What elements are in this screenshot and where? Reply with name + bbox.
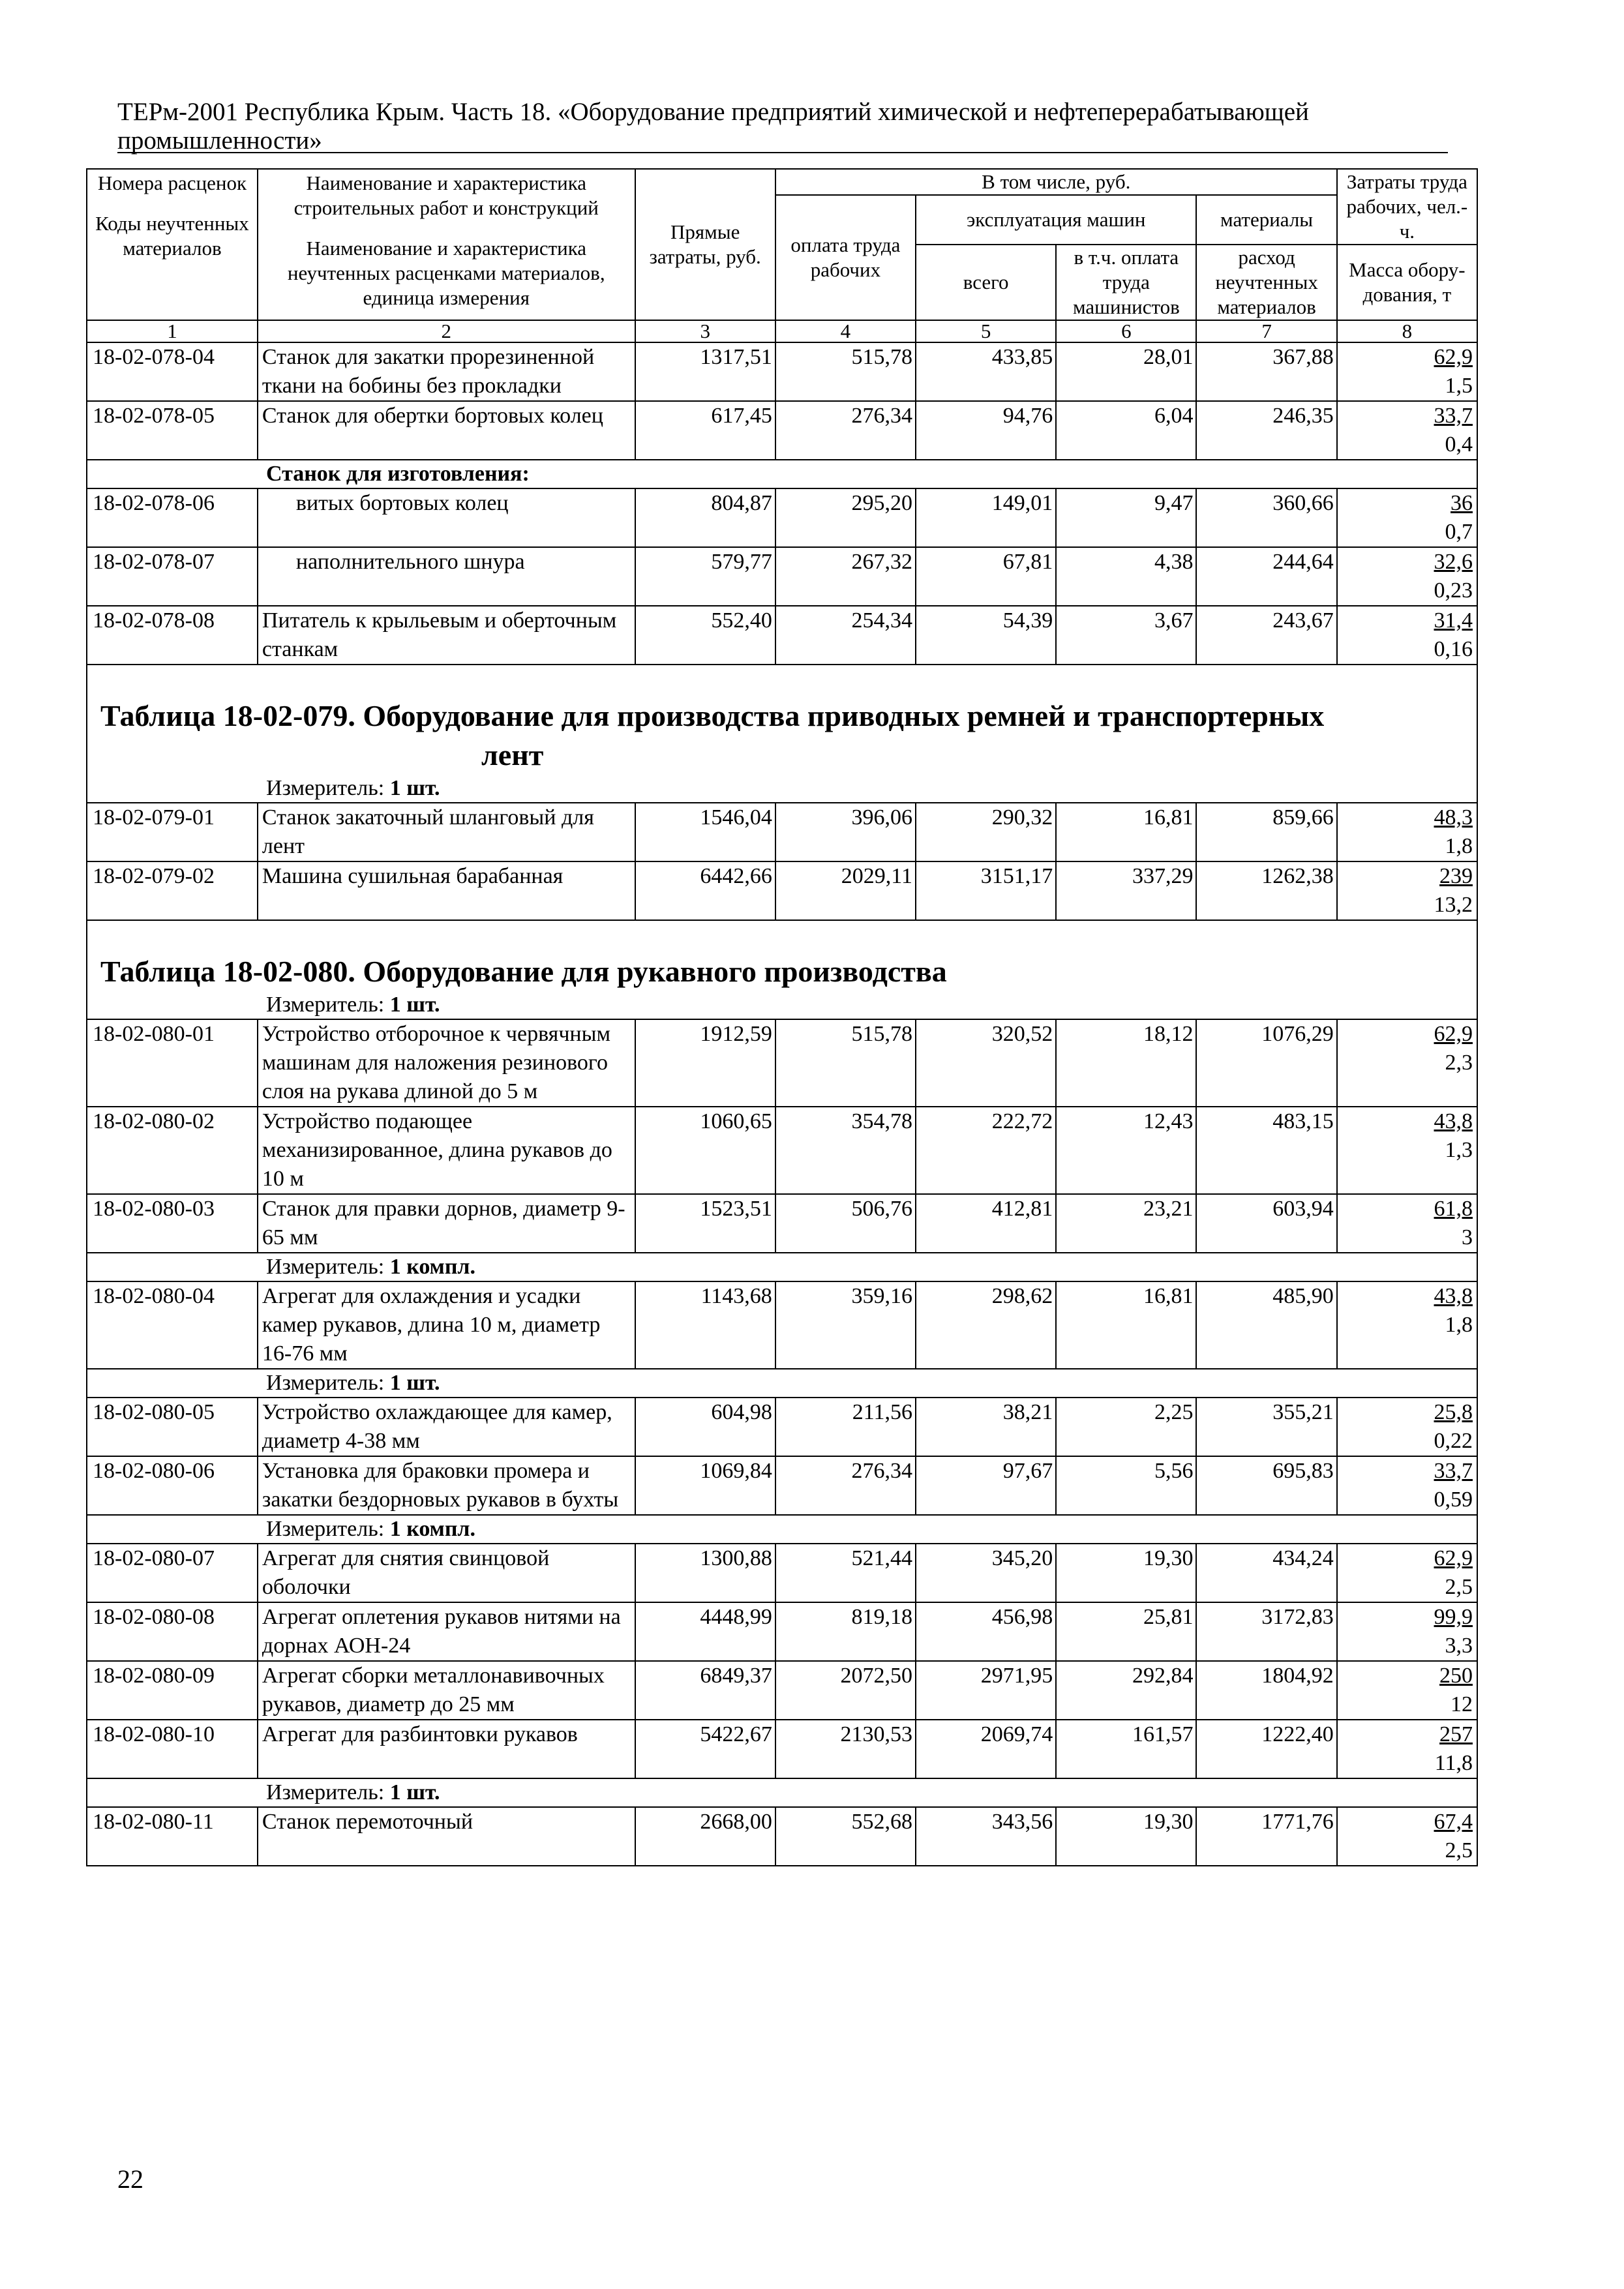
work-name: Агрегат для разбинтовки рукавов <box>258 1720 635 1778</box>
direct-costs: 2668,00 <box>635 1807 775 1866</box>
work-name: Устройство подающее механизированное, длина рукавов до 10 м <box>258 1107 635 1194</box>
section-080d <box>87 1544 1477 1778</box>
machine-costs: 433,85 <box>916 342 1056 401</box>
labor-mass-cell <box>1337 401 1477 460</box>
material-costs: 1076,29 <box>1196 1019 1336 1107</box>
measure-unit: 1 шт. <box>389 1371 440 1395</box>
machine-costs: 320,52 <box>916 1019 1056 1107</box>
direct-costs: 1912,59 <box>635 1019 775 1107</box>
section-080a <box>87 1019 1477 1253</box>
worker-wages: 254,34 <box>775 606 916 665</box>
col1-top: Номера расценок <box>97 172 247 194</box>
equipment-mass: 12 <box>1451 1692 1473 1716</box>
machine-costs: 456,98 <box>916 1602 1056 1661</box>
col3-header: Прямые затраты, руб. <box>635 169 775 320</box>
labor-costs: 99,9 <box>1434 1605 1473 1629</box>
header-line-1: ТЕРм-2001 Республика Крым. Часть 18. «Оборудование предприятий химической и нефтеперерабатывающей <box>117 98 1309 126</box>
section-078b <box>87 488 1477 606</box>
worker-wages: 2130,53 <box>775 1720 916 1778</box>
col7-header: расход неучтенных материалов <box>1196 245 1336 320</box>
col-number: 6 <box>1056 320 1196 342</box>
material-costs: 1222,40 <box>1196 1720 1336 1778</box>
machine-costs: 97,67 <box>916 1456 1056 1515</box>
measure <box>87 1778 1477 1807</box>
measure <box>87 991 1477 1019</box>
direct-costs: 804,87 <box>635 488 775 547</box>
col-number: 3 <box>635 320 775 342</box>
direct-costs: 4448,99 <box>635 1602 775 1661</box>
labor-mass-cell <box>1337 1602 1477 1661</box>
work-name: Станок перемоточный <box>258 1807 635 1866</box>
table-row <box>87 861 1477 920</box>
machine-costs: 298,62 <box>916 1281 1056 1369</box>
rate-code: 18-02-080-06 <box>87 1456 258 1515</box>
machine-costs: 67,81 <box>916 547 1056 606</box>
machine-costs: 290,32 <box>916 803 1056 861</box>
measure <box>87 1253 1477 1281</box>
table-row <box>87 1807 1477 1866</box>
equipment-mass: 11,8 <box>1434 1751 1473 1775</box>
material-costs: 434,24 <box>1196 1544 1336 1602</box>
machine-costs: 222,72 <box>916 1107 1056 1194</box>
materials-header: материалы <box>1196 195 1336 245</box>
measure-080e <box>87 1778 1477 1807</box>
section-078 <box>87 342 1477 460</box>
material-costs: 3172,83 <box>1196 1602 1336 1661</box>
labor-costs: 48,3 <box>1434 805 1473 830</box>
equipment-mass: 1,3 <box>1445 1138 1473 1162</box>
machine-costs: 3151,17 <box>916 861 1056 920</box>
rate-code: 18-02-080-03 <box>87 1194 258 1253</box>
material-costs: 360,66 <box>1196 488 1336 547</box>
col8-top: Затраты труда рабочих, чел.-ч. <box>1337 169 1477 245</box>
labor-costs: 31,4 <box>1434 608 1473 633</box>
rates-table-container <box>86 168 1478 1866</box>
measure-080d <box>87 1515 1477 1544</box>
equipment-mass: 1,8 <box>1445 1313 1473 1337</box>
measure-row <box>87 775 1477 803</box>
labor-mass-cell <box>1337 606 1477 665</box>
col-number: 8 <box>1337 320 1477 342</box>
section-078c <box>87 606 1477 665</box>
machinist-wages: 18,12 <box>1056 1019 1196 1107</box>
labor-costs: 43,8 <box>1434 1109 1473 1133</box>
table-row <box>87 1019 1477 1107</box>
machine-costs: 345,20 <box>916 1544 1056 1602</box>
material-costs: 244,64 <box>1196 547 1336 606</box>
table-title-row <box>87 920 1477 991</box>
direct-costs: 1060,65 <box>635 1107 775 1194</box>
subheading: Станок для изготовления: <box>87 460 1477 488</box>
work-name: Станок для обертки бортовых колец <box>258 401 635 460</box>
table-row <box>87 606 1477 665</box>
labor-mass-cell <box>1337 803 1477 861</box>
machinist-wages: 337,29 <box>1056 861 1196 920</box>
labor-mass-cell <box>1337 1661 1477 1720</box>
labor-mass-cell <box>1337 1019 1477 1107</box>
table-row <box>87 1107 1477 1194</box>
machine-costs: 412,81 <box>916 1194 1056 1253</box>
equipment-mass: 0,23 <box>1434 578 1473 603</box>
material-costs: 485,90 <box>1196 1281 1336 1369</box>
worker-wages: 359,16 <box>775 1281 916 1369</box>
labor-mass-cell <box>1337 1720 1477 1778</box>
labor-costs: 61,8 <box>1434 1197 1473 1221</box>
work-name: Установка для браковки промера и закатки бездорновых рукавов в бухты <box>258 1456 635 1515</box>
table-title: Таблица 18-02-080. Оборудование для рукавного производства <box>87 920 1477 991</box>
measure-row <box>87 1515 1477 1544</box>
direct-costs: 1546,04 <box>635 803 775 861</box>
equipment-mass: 3 <box>1462 1225 1473 1249</box>
equipment-mass: 1,5 <box>1445 374 1473 398</box>
section-080b <box>87 1281 1477 1369</box>
material-costs: 246,35 <box>1196 401 1336 460</box>
material-costs: 695,83 <box>1196 1456 1336 1515</box>
material-costs: 483,15 <box>1196 1107 1336 1194</box>
machines-header: эксплуатация машин <box>916 195 1196 245</box>
table-row <box>87 1194 1477 1253</box>
machinist-wages: 3,67 <box>1056 606 1196 665</box>
col4-header: оплата труда рабочих <box>775 195 916 320</box>
labor-costs: 33,7 <box>1434 404 1473 428</box>
direct-costs: 617,45 <box>635 401 775 460</box>
labor-costs: 67,4 <box>1434 1810 1473 1834</box>
work-name: Устройство охлаждающее для камер, диаметр 4-38 мм <box>258 1398 635 1456</box>
equipment-mass: 2,5 <box>1445 1838 1473 1863</box>
section-078-sub <box>87 460 1477 488</box>
work-name: наполнительного шнура <box>258 547 635 606</box>
measure-unit: 1 шт. <box>389 993 440 1017</box>
equipment-mass: 0,59 <box>1434 1488 1473 1512</box>
work-name: Устройство отборочное к червячным машинам для наложения резинового слоя на рукава длиной до 5 м <box>258 1019 635 1107</box>
direct-costs: 1069,84 <box>635 1456 775 1515</box>
worker-wages: 2072,50 <box>775 1661 916 1720</box>
machine-costs: 2069,74 <box>916 1720 1056 1778</box>
measure-080c <box>87 1369 1477 1398</box>
material-costs: 603,94 <box>1196 1194 1336 1253</box>
rate-code: 18-02-080-02 <box>87 1107 258 1194</box>
col-number: 2 <box>258 320 635 342</box>
measure-row <box>87 991 1477 1019</box>
table-row <box>87 1661 1477 1720</box>
work-name: Станок для правки дорнов, диаметр 9-65 мм <box>258 1194 635 1253</box>
column-numbers-row <box>87 320 1477 342</box>
col6-header: в т.ч. оплата труда машинистов <box>1056 245 1196 320</box>
machinist-wages: 2,25 <box>1056 1398 1196 1456</box>
measure-label: Измеритель: <box>266 1255 385 1279</box>
subheading-row <box>87 460 1477 488</box>
measure-label: Измеритель: <box>266 1371 385 1395</box>
header-line-2: промышленности» <box>117 127 322 155</box>
labor-costs: 25,8 <box>1434 1400 1473 1424</box>
work-name: Агрегат для снятия свинцовой оболочки <box>258 1544 635 1602</box>
labor-mass-cell <box>1337 342 1477 401</box>
table-row <box>87 1602 1477 1661</box>
machinist-wages: 25,81 <box>1056 1602 1196 1661</box>
measure-unit: 1 компл. <box>389 1517 476 1541</box>
page-header <box>117 98 1448 155</box>
direct-costs: 6849,37 <box>635 1661 775 1720</box>
equipment-mass: 1,8 <box>1445 834 1473 858</box>
section-079-title <box>87 665 1477 803</box>
labor-mass-cell <box>1337 488 1477 547</box>
material-costs: 1771,76 <box>1196 1807 1336 1866</box>
worker-wages: 396,06 <box>775 803 916 861</box>
machinist-wages: 292,84 <box>1056 1661 1196 1720</box>
rate-code: 18-02-080-07 <box>87 1544 258 1602</box>
worker-wages: 515,78 <box>775 1019 916 1107</box>
work-name: Агрегат для охлаждения и усадки камер рукавов, длина 10 м, диаметр 16-76 мм <box>258 1281 635 1369</box>
machinist-wages: 19,30 <box>1056 1807 1196 1866</box>
equipment-mass: 13,2 <box>1434 893 1473 917</box>
machinist-wages: 23,21 <box>1056 1194 1196 1253</box>
equipment-mass: 2,5 <box>1445 1575 1473 1599</box>
worker-wages: 506,76 <box>775 1194 916 1253</box>
equipment-mass: 0,4 <box>1445 432 1473 456</box>
rate-code: 18-02-080-05 <box>87 1398 258 1456</box>
measure-unit: 1 компл. <box>389 1255 476 1279</box>
rate-code: 18-02-080-01 <box>87 1019 258 1107</box>
worker-wages: 552,68 <box>775 1807 916 1866</box>
labor-costs: 32,6 <box>1434 550 1473 574</box>
rate-code: 18-02-078-08 <box>87 606 258 665</box>
section-079 <box>87 803 1477 920</box>
table-row <box>87 1398 1477 1456</box>
material-costs: 859,66 <box>1196 803 1336 861</box>
work-name: Питатель к крыльевым и оберточным станкам <box>258 606 635 665</box>
equipment-mass: 2,3 <box>1445 1051 1473 1075</box>
section-080e <box>87 1807 1477 1866</box>
col-number: 5 <box>916 320 1056 342</box>
measure-row <box>87 1369 1477 1398</box>
labor-mass-cell <box>1337 1107 1477 1194</box>
worker-wages: 2029,11 <box>775 861 916 920</box>
col-number: 4 <box>775 320 916 342</box>
machine-costs: 54,39 <box>916 606 1056 665</box>
table-title-line-1: Таблица 18-02-079. Оборудование для производства приводных ремней и транспортерных <box>100 699 1325 732</box>
worker-wages: 354,78 <box>775 1107 916 1194</box>
col2-header <box>258 169 635 320</box>
machine-costs: 38,21 <box>916 1398 1056 1456</box>
labor-costs: 36 <box>1451 491 1473 515</box>
direct-costs: 579,77 <box>635 547 775 606</box>
section-080c <box>87 1398 1477 1515</box>
rates-table <box>86 168 1478 1866</box>
direct-costs: 5422,67 <box>635 1720 775 1778</box>
machinist-wages: 12,43 <box>1056 1107 1196 1194</box>
worker-wages: 211,56 <box>775 1398 916 1456</box>
incl-header: В том числе, руб. <box>775 169 1337 195</box>
machinist-wages: 19,30 <box>1056 1544 1196 1602</box>
rate-code: 18-02-080-08 <box>87 1602 258 1661</box>
machinist-wages: 6,04 <box>1056 401 1196 460</box>
labor-mass-cell <box>1337 1456 1477 1515</box>
material-costs: 1262,38 <box>1196 861 1336 920</box>
rate-code: 18-02-080-11 <box>87 1807 258 1866</box>
col1-header <box>87 169 258 320</box>
table-row <box>87 401 1477 460</box>
labor-costs: 43,8 <box>1434 1284 1473 1308</box>
table-row <box>87 803 1477 861</box>
worker-wages: 267,32 <box>775 547 916 606</box>
rate-code: 18-02-078-04 <box>87 342 258 401</box>
measure <box>87 1369 1477 1398</box>
measure-row <box>87 1778 1477 1807</box>
machinist-wages: 16,81 <box>1056 803 1196 861</box>
col1-bottom: Коды неучтенных материалов <box>95 212 249 260</box>
worker-wages: 819,18 <box>775 1602 916 1661</box>
direct-costs: 1300,88 <box>635 1544 775 1602</box>
machinist-wages: 4,38 <box>1056 547 1196 606</box>
material-costs: 1804,92 <box>1196 1661 1336 1720</box>
rate-code: 18-02-078-07 <box>87 547 258 606</box>
table-row <box>87 547 1477 606</box>
direct-costs: 552,40 <box>635 606 775 665</box>
measure <box>87 775 1477 803</box>
machine-costs: 149,01 <box>916 488 1056 547</box>
equipment-mass: 3,3 <box>1445 1634 1473 1658</box>
table-row <box>87 1456 1477 1515</box>
table-row <box>87 1544 1477 1602</box>
table-row <box>87 1720 1477 1778</box>
work-name: Станок закаточный шланговый для лент <box>258 803 635 861</box>
labor-costs: 250 <box>1439 1664 1473 1688</box>
col-number: 1 <box>87 320 258 342</box>
col8-bottom: Масса обору-дования, т <box>1337 245 1477 320</box>
worker-wages: 276,34 <box>775 1456 916 1515</box>
rate-code: 18-02-079-02 <box>87 861 258 920</box>
labor-mass-cell <box>1337 1398 1477 1456</box>
direct-costs: 1317,51 <box>635 342 775 401</box>
worker-wages: 295,20 <box>775 488 916 547</box>
machinist-wages: 16,81 <box>1056 1281 1196 1369</box>
work-name: Агрегат оплетения рукавов нитями на дорнах АОН-24 <box>258 1602 635 1661</box>
measure-unit: 1 шт. <box>389 1780 440 1804</box>
labor-costs: 33,7 <box>1434 1459 1473 1483</box>
table-row <box>87 342 1477 401</box>
header-rule <box>117 152 1448 153</box>
labor-mass-cell <box>1337 547 1477 606</box>
rate-code: 18-02-078-05 <box>87 401 258 460</box>
col-number: 7 <box>1196 320 1336 342</box>
col2-bottom: Наименование и характеристика неучтенных расценками материалов, единица измерения <box>287 237 605 309</box>
worker-wages: 521,44 <box>775 1544 916 1602</box>
labor-costs: 257 <box>1439 1722 1473 1746</box>
material-costs: 243,67 <box>1196 606 1336 665</box>
rate-code: 18-02-079-01 <box>87 803 258 861</box>
work-name: витых бортовых колец <box>258 488 635 547</box>
material-costs: 355,21 <box>1196 1398 1336 1456</box>
table-title-line-2: лент <box>481 738 544 771</box>
measure-label: Измеритель: <box>266 1780 385 1804</box>
work-name: Станок для закатки прорезиненной ткани на бобины без прокладки <box>258 342 635 401</box>
machinist-wages: 28,01 <box>1056 342 1196 401</box>
machinist-wages: 161,57 <box>1056 1720 1196 1778</box>
machine-costs: 343,56 <box>916 1807 1056 1866</box>
measure-label: Измеритель: <box>266 776 385 800</box>
machine-costs: 2971,95 <box>916 1661 1056 1720</box>
measure-row <box>87 1253 1477 1281</box>
labor-costs: 239 <box>1439 864 1473 888</box>
measure-label: Измеритель: <box>266 1517 385 1541</box>
machinist-wages: 5,56 <box>1056 1456 1196 1515</box>
work-name: Машина сушильная барабанная <box>258 861 635 920</box>
table-header <box>87 169 1477 342</box>
table-title <box>87 665 1477 775</box>
labor-costs: 62,9 <box>1434 345 1473 369</box>
labor-mass-cell <box>1337 1544 1477 1602</box>
col2-top: Наименование и характеристика строительных работ и конструкций <box>293 172 599 219</box>
worker-wages: 515,78 <box>775 342 916 401</box>
labor-mass-cell <box>1337 1281 1477 1369</box>
direct-costs: 1143,68 <box>635 1281 775 1369</box>
page-number: 22 <box>117 2164 143 2194</box>
material-costs: 367,88 <box>1196 342 1336 401</box>
table-title-row <box>87 665 1477 775</box>
measure-unit: 1 шт. <box>389 776 440 800</box>
work-name: Агрегат сборки металлонавивочных рукавов, диаметр до 25 мм <box>258 1661 635 1720</box>
col5-header: всего <box>916 245 1056 320</box>
table-row <box>87 1281 1477 1369</box>
rate-code: 18-02-080-10 <box>87 1720 258 1778</box>
labor-mass-cell <box>1337 1807 1477 1866</box>
equipment-mass: 0,16 <box>1434 637 1473 661</box>
table-row <box>87 488 1477 547</box>
section-080-title <box>87 920 1477 1019</box>
worker-wages: 276,34 <box>775 401 916 460</box>
labor-mass-cell <box>1337 861 1477 920</box>
direct-costs: 604,98 <box>635 1398 775 1456</box>
machine-costs: 94,76 <box>916 401 1056 460</box>
labor-mass-cell <box>1337 1194 1477 1253</box>
direct-costs: 6442,66 <box>635 861 775 920</box>
labor-costs: 62,9 <box>1434 1022 1473 1046</box>
rate-code: 18-02-080-09 <box>87 1661 258 1720</box>
direct-costs: 1523,51 <box>635 1194 775 1253</box>
measure <box>87 1515 1477 1544</box>
measure-080b <box>87 1253 1477 1281</box>
measure-label: Измеритель: <box>266 993 385 1017</box>
rate-code: 18-02-080-04 <box>87 1281 258 1369</box>
equipment-mass: 0,7 <box>1445 520 1473 544</box>
machinist-wages: 9,47 <box>1056 488 1196 547</box>
equipment-mass: 0,22 <box>1434 1429 1473 1453</box>
labor-costs: 62,9 <box>1434 1546 1473 1570</box>
rate-code: 18-02-078-06 <box>87 488 258 547</box>
